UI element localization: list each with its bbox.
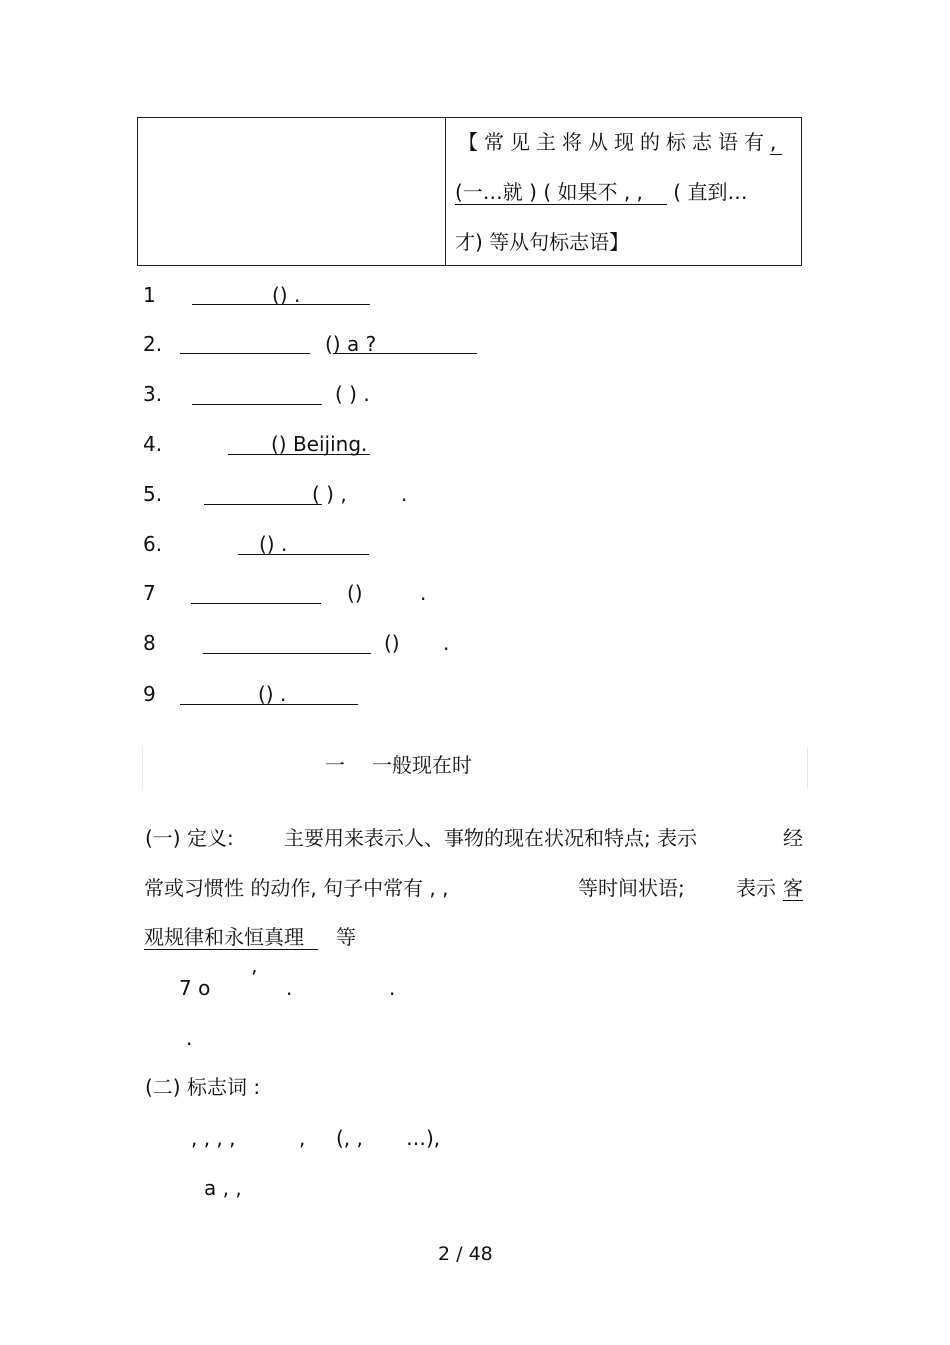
example-text: 7 o	[179, 976, 211, 1000]
definition-table	[137, 117, 802, 266]
example-text: .	[389, 976, 396, 1000]
exercise-number: 3.	[143, 382, 163, 406]
example-text: ’	[251, 966, 258, 990]
exercise-text: () .	[259, 532, 288, 556]
section-title: 一般现在时	[372, 753, 472, 777]
table-cell-line-2: (一…就 ) ( 如果不 , , ( 直到…	[455, 180, 748, 204]
exercise-text: ( ) ,	[312, 482, 347, 506]
definition-text: 常或习惯性 的动作, 句子中常有 , ,	[144, 876, 449, 900]
markers-text: (, ,	[336, 1126, 363, 1150]
definition-text: 经	[783, 826, 803, 850]
exercise-number: 8	[143, 631, 156, 655]
definition-label: (一) 定义:	[145, 826, 234, 850]
answer-blank	[204, 504, 322, 505]
exercise-number: 6.	[143, 532, 163, 556]
exercise-number: 9	[143, 682, 156, 706]
markers-text: …),	[406, 1126, 441, 1150]
answer-blank	[238, 554, 369, 555]
markers-text: a , ,	[204, 1176, 242, 1200]
answer-blank	[191, 603, 321, 604]
table-divider	[445, 118, 446, 265]
exercise-text: () .	[258, 682, 287, 706]
exercise-trail: .	[401, 482, 408, 506]
markers-label: (二) 标志词 :	[145, 1075, 261, 1099]
section-heading-box	[142, 747, 808, 789]
definition-text: 等	[336, 925, 356, 949]
exercise-trail: .	[420, 581, 427, 605]
table-cell-line-3: 才) 等从句标志语】	[455, 230, 630, 254]
exercise-trail: .	[443, 631, 450, 655]
table-cell-line-1: 【常见主将从现的标志语有,	[458, 130, 783, 154]
definition-text: 表示	[736, 876, 776, 900]
definition-underlined: 观规律和永恒真理	[144, 925, 318, 950]
exercise-text: () .	[272, 283, 301, 307]
definition-underlined: 客	[783, 876, 803, 900]
example-text: .	[186, 1026, 193, 1050]
markers-text: ,	[299, 1126, 306, 1150]
answer-blank	[203, 653, 371, 654]
exercise-text: () a ?	[325, 332, 377, 356]
exercise-number: 1	[143, 283, 156, 307]
exercise-number: 4.	[143, 432, 163, 456]
exercise-number: 2.	[143, 332, 163, 356]
answer-blank	[180, 353, 310, 354]
section-number: 一	[325, 753, 345, 777]
definition-text: 等时间状语;	[578, 876, 685, 900]
definition-text: 主要用来表示人、事物的现在状况和特点; 表示	[284, 826, 698, 850]
markers-text: , , , ,	[191, 1126, 236, 1150]
exercise-text: ()	[347, 581, 363, 605]
answer-blank	[192, 404, 322, 405]
exercise-text: ()	[384, 631, 400, 655]
exercise-text: () Beijing.	[271, 432, 368, 456]
exercise-number: 7	[143, 581, 156, 605]
exercise-text: ( ) .	[335, 382, 370, 406]
exercise-number: 5.	[143, 482, 163, 506]
page-number: 2 / 48	[438, 1243, 493, 1265]
example-text: .	[286, 976, 293, 1000]
